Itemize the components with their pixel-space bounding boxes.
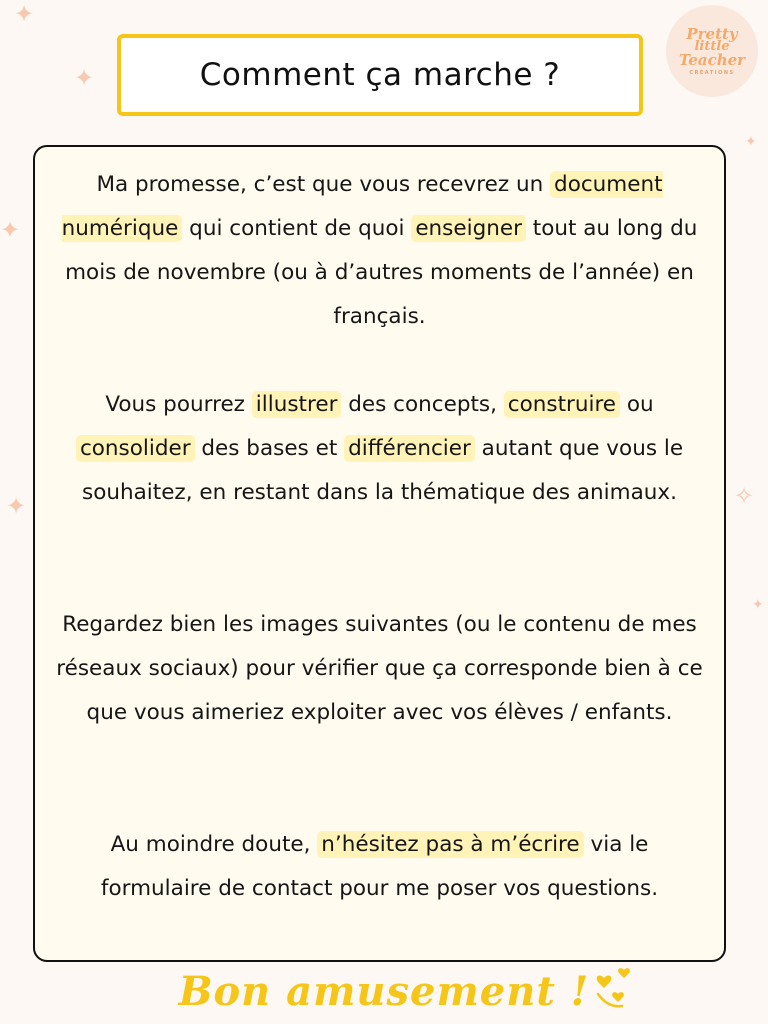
logo-line-3: Teacher <box>678 51 746 70</box>
sparkle-icon: ✧ <box>734 482 755 510</box>
paragraph-text: des bases et <box>194 436 345 461</box>
sparkle-icon: ✦ <box>74 64 95 92</box>
logo-line-4: CRÉATIONS <box>689 69 735 76</box>
sparkle-icon: ✦ <box>6 492 27 520</box>
paragraph-3 <box>55 603 704 735</box>
hearts-icon <box>594 964 638 1012</box>
paragraph-text: Au moindre doute, <box>110 832 318 857</box>
footer-text: Bon amusement ! <box>178 968 590 1015</box>
sparkle-icon: ✦ <box>14 0 35 28</box>
highlighted-text: illustrer <box>252 391 342 418</box>
paragraph-4 <box>55 823 704 911</box>
highlighted-text: document numérique <box>61 172 663 241</box>
info-card <box>33 145 726 962</box>
sparkle-icon: ✦ <box>752 597 764 613</box>
paragraph-text: Ma promesse, c’est que vous recevrez un <box>96 172 551 197</box>
page-title-text: Comment ça marche ? <box>199 57 561 93</box>
paragraph-2 <box>55 383 704 515</box>
paragraph-text: tout au long du mois de novembre (ou à d’autres moments de l’année) en français. <box>65 216 698 329</box>
paragraph-1 <box>55 163 704 339</box>
paragraph-text: qui contient de quoi <box>182 216 412 241</box>
highlighted-text: construire <box>504 391 620 418</box>
paragraph-text: Vous pourrez <box>105 392 252 417</box>
logo-line-1: Pretty <box>686 24 738 43</box>
paragraph-text: autant que vous le souhaitez, en restant dans la thématique des animaux. <box>82 436 684 505</box>
paragraph-text: via le formulaire de contact pour me poser vos questions. <box>100 832 659 901</box>
logo-line-2: little <box>694 38 730 54</box>
paragraph-text: des concepts, <box>341 392 504 417</box>
sparkle-icon: ✦ <box>745 134 757 150</box>
highlighted-text: enseigner <box>411 215 526 242</box>
page-title <box>117 34 643 116</box>
highlighted-text: différencier <box>344 435 475 462</box>
paragraph-text: ou <box>620 392 654 417</box>
highlighted-text: consolider <box>76 435 195 462</box>
sparkle-icon: ✦ <box>0 216 21 244</box>
paragraph-text: Regardez bien les images suivantes (ou le contenu de mes réseaux sociaux) pour vérifier que ça corresponde bien à ce que vous aimeriez exploiter avec vos élèves / enfants. <box>56 612 703 725</box>
brand-logo <box>666 5 758 97</box>
highlighted-text: n’hésitez pas à m’écrire <box>317 831 583 858</box>
